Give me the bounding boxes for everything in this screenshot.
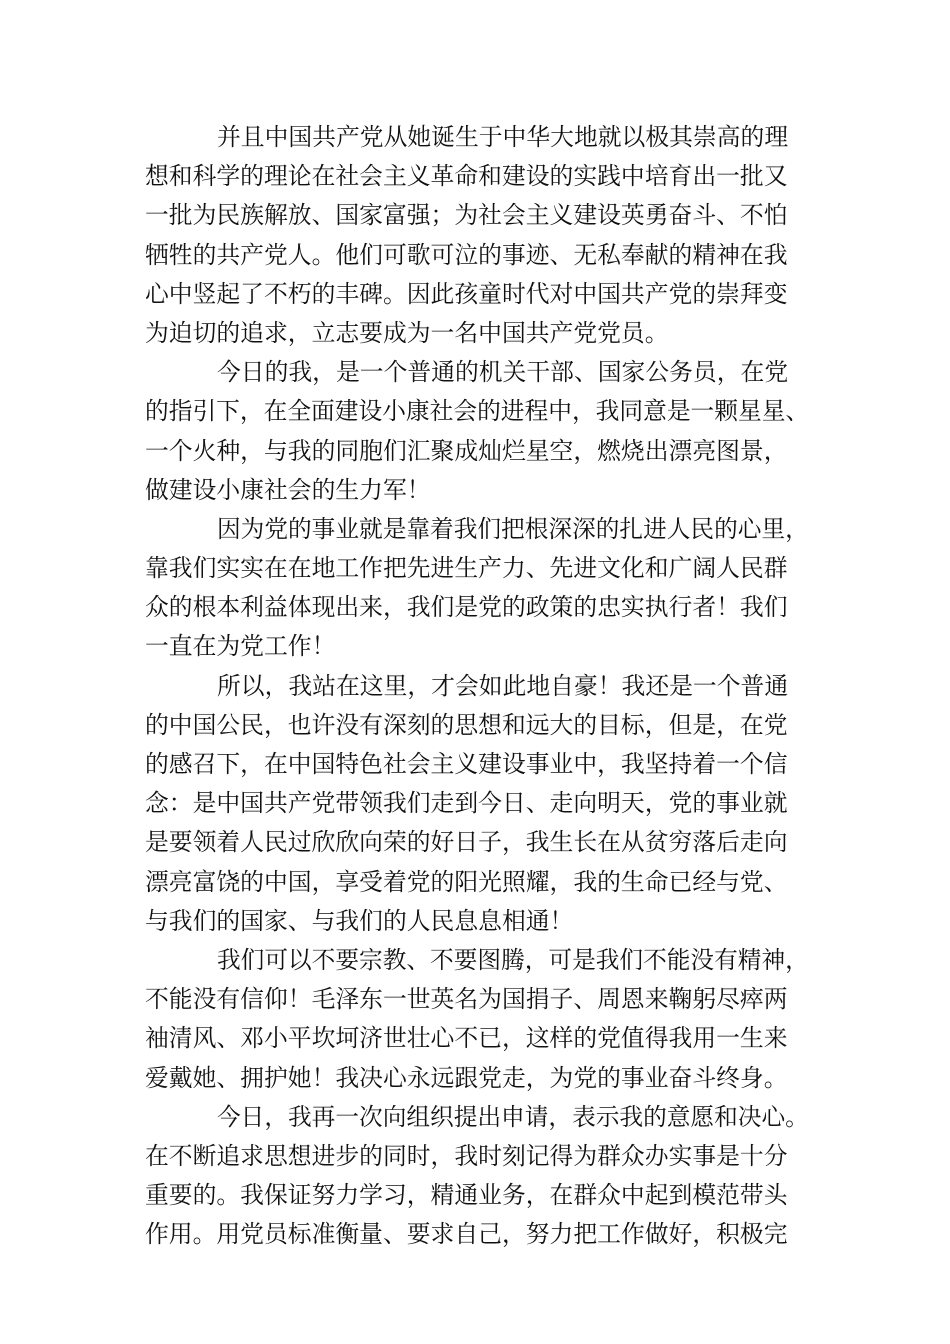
- text-line: 靠我们实实在在地工作把先进生产力、先进文化和广阔人民群: [145, 554, 788, 583]
- document-body: [145, 118, 809, 1254]
- paragraph-first-line: 并且中国共产党从她诞生于中华大地就以极其崇高的理: [217, 123, 789, 151]
- text-line: 是要领着人民过欣欣向荣的好日子，我生长在从贫穷落后走向: [145, 828, 788, 857]
- text-line: 牺牲的共产党人。他们可歌可泣的事迹、无私奉献的精神在我: [145, 240, 788, 269]
- text-line: 袖清风、邓小平坎坷济世壮心不已，这样的党值得我用一生来: [145, 1024, 788, 1053]
- text-line: 为迫切的追求，立志要成为一名中国共产党党员。: [145, 318, 669, 347]
- text-line: 不能没有信仰！毛泽东一世英名为国捐子、周恩来鞠躬尽瘁两: [145, 985, 788, 1014]
- text-line: 一批为民族解放、国家富强；为社会主义建设英勇奋斗、不怕: [145, 201, 788, 230]
- text-line: 爱戴她、拥护她！我决心永远跟党走，为党的事业奋斗终身。: [145, 1063, 788, 1092]
- text-line: 念：是中国共产党带领我们走到今日、走向明天，党的事业就: [145, 789, 788, 818]
- text-line: 众的根本利益体现出来，我们是党的政策的忠实执行者！我们: [145, 593, 788, 622]
- paragraph-first-line: 因为党的事业就是靠着我们把根深深的扎进人民的心里，: [217, 514, 809, 543]
- paragraph-first-line: 今日，我再一次向组织提出申请，表示我的意愿和决心。: [217, 1102, 809, 1131]
- paragraph-first-line: 我们可以不要宗教、不要图腾，可是我们不能没有精神，: [217, 945, 809, 974]
- text-line: 一直在为党工作！: [145, 632, 336, 661]
- text-line: 作用。用党员标准衡量、要求自己，努力把工作做好，积极完: [145, 1220, 788, 1249]
- text-line: 与我们的国家、与我们的人民息息相通！: [145, 906, 574, 935]
- text-line: 的中国公民，也许没有深刻的思想和远大的目标，但是，在党: [145, 710, 788, 739]
- text-line: 重要的。我保证努力学习，精通业务，在群众中起到模范带头: [145, 1181, 788, 1210]
- text-line: 漂亮富饶的中国，享受着党的阳光照耀，我的生命已经与党、: [145, 867, 788, 896]
- text-line: 想和科学的理论在社会主义革命和建设的实践中培育出一批又: [145, 162, 788, 191]
- text-line: 心中竖起了不朽的丰碑。因此孩童时代对中国共产党的崇拜变: [145, 279, 788, 308]
- paragraph-first-line: 今日的我，是一个普通的机关干部、国家公务员，在党: [217, 358, 789, 387]
- text-line: 的感召下，在中国特色社会主义建设事业中，我坚持着一个信: [145, 750, 788, 778]
- text-line: 一个火种，与我的同胞们汇聚成灿烂星空，燃烧出漂亮图景，: [145, 436, 788, 465]
- text-line: 的指引下，在全面建设小康社会的进程中，我同意是一颗星星、: [145, 397, 810, 426]
- paragraph-first-line: 所以，我站在这里，才会如此地自豪！我还是一个普通: [217, 671, 789, 700]
- text-line: 做建设小康社会的生力军！: [145, 475, 431, 504]
- text-line: 在不断追求思想进步的同时，我时刻记得为群众办实事是十分: [145, 1141, 788, 1170]
